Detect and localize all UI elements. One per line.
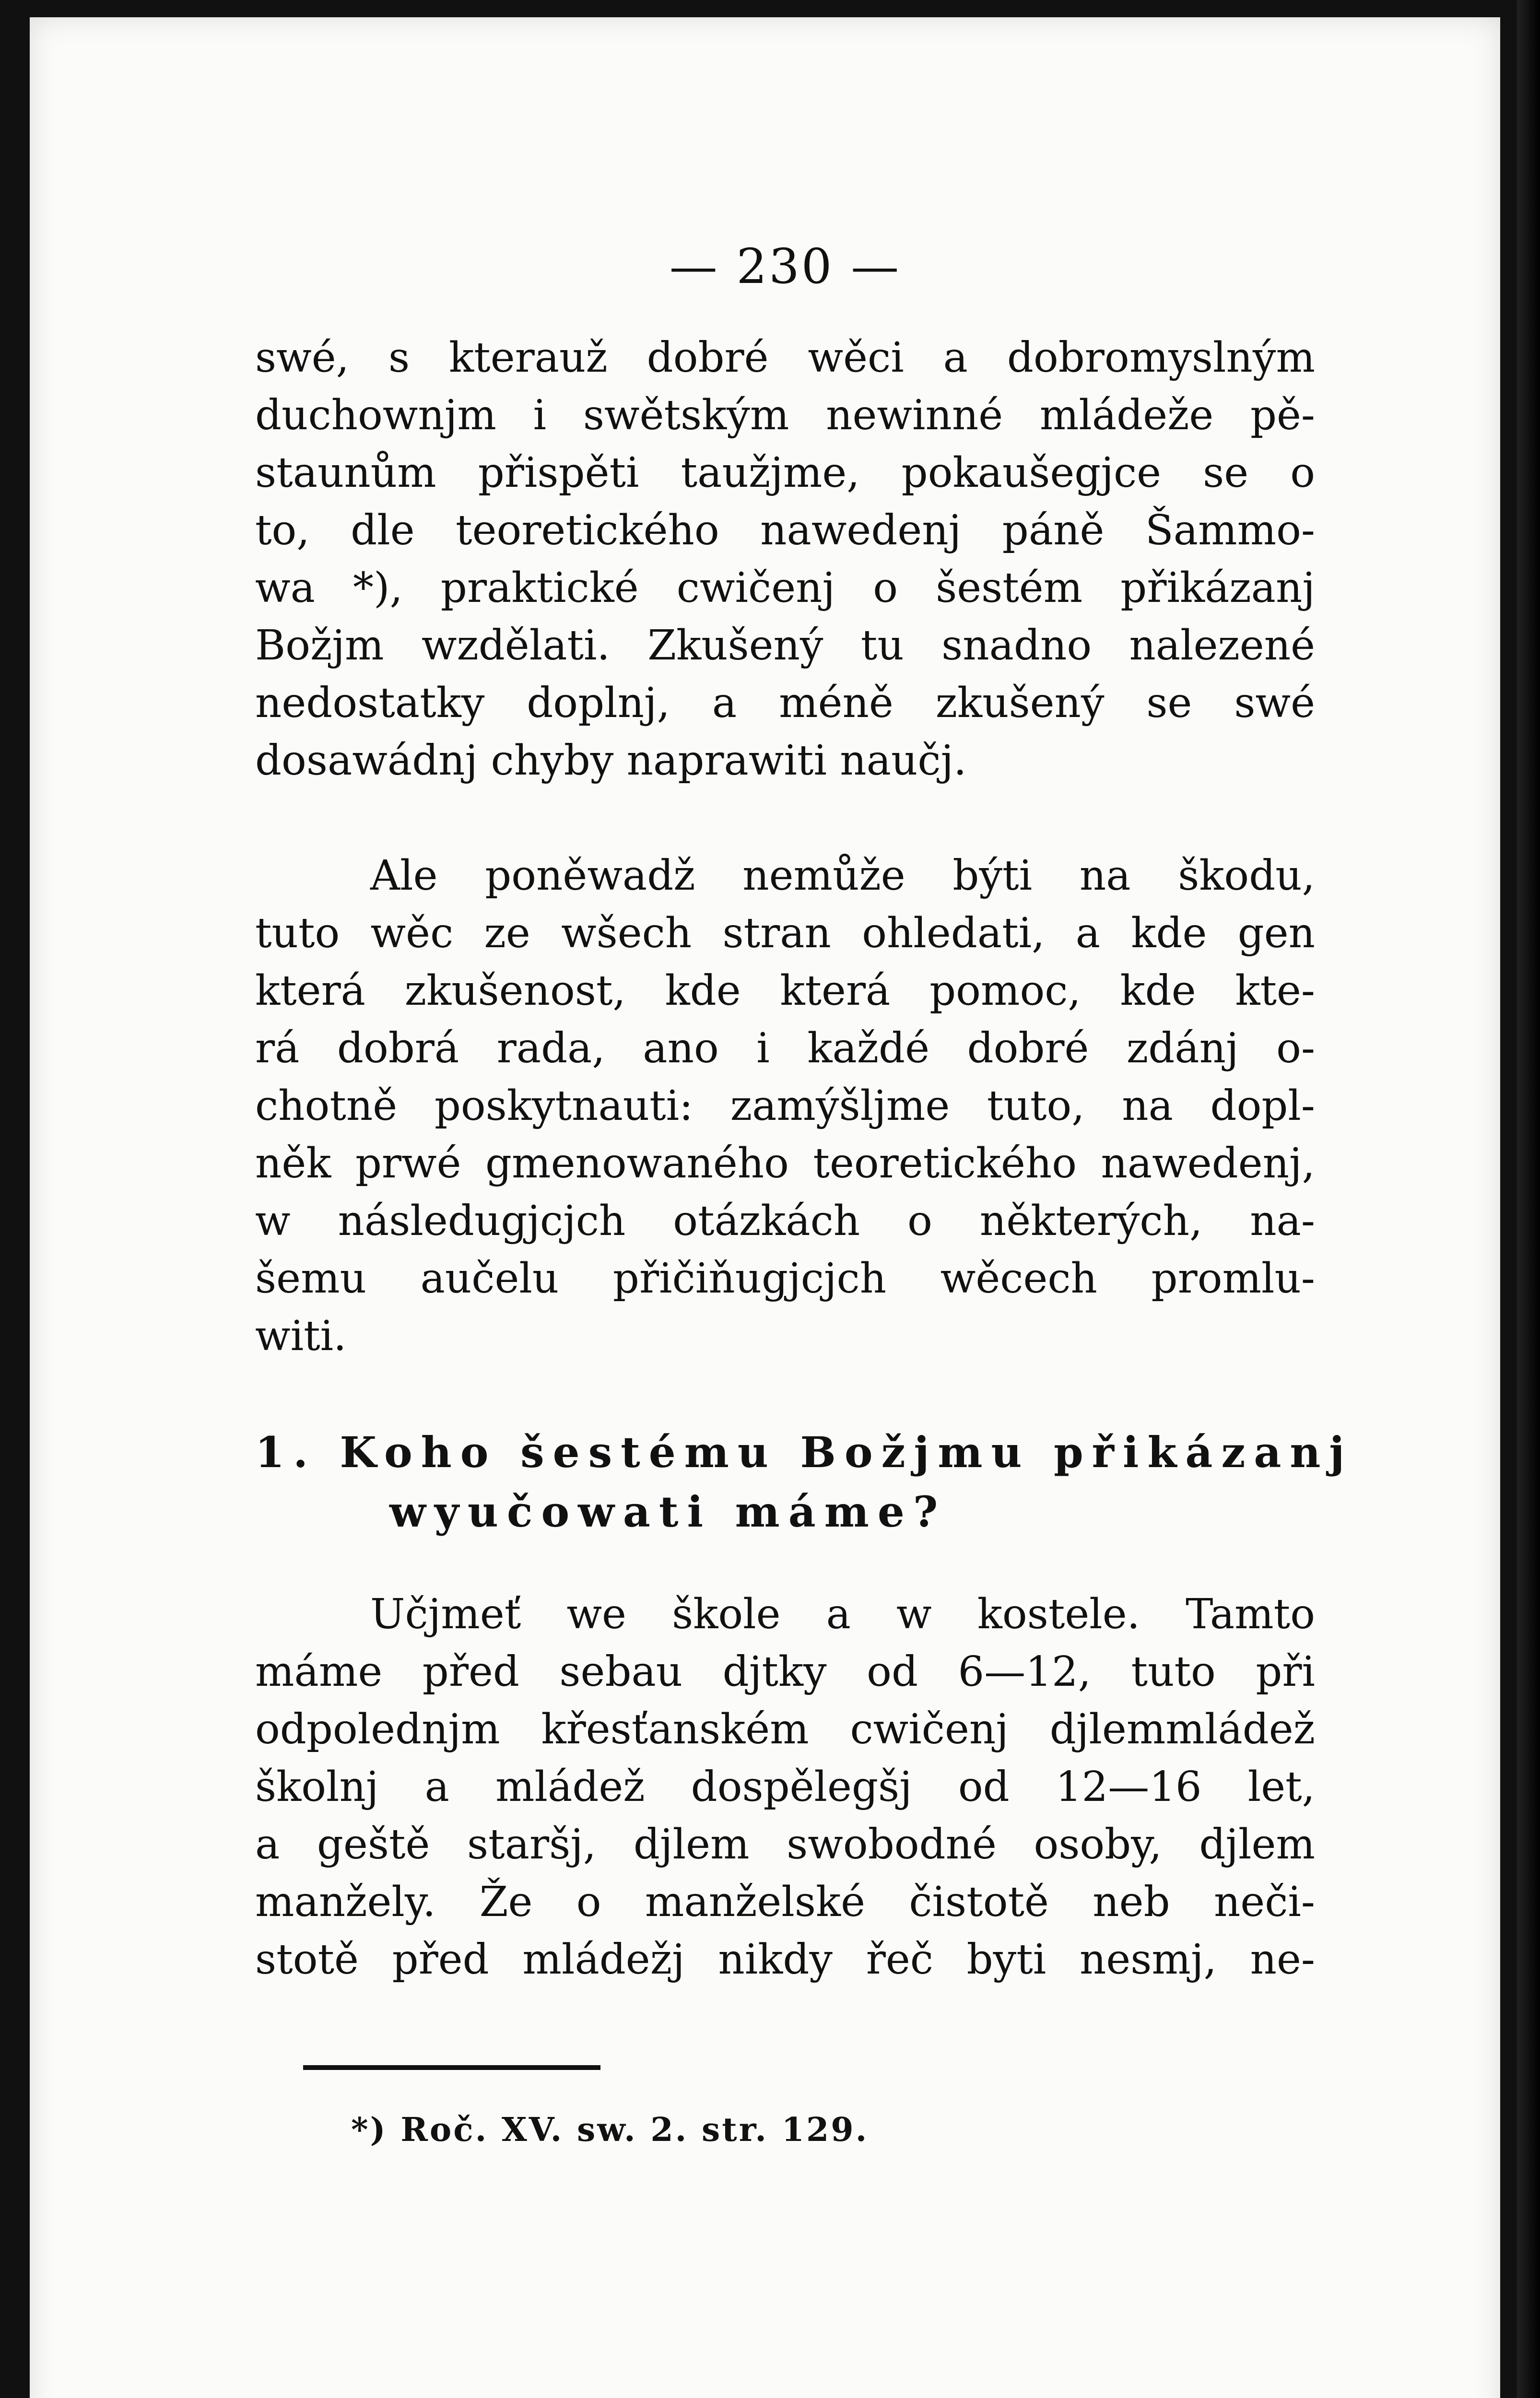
text-line: to, dle teoretického nawedenj páně Šammo- bbox=[255, 506, 1315, 554]
text-line: chotně poskytnauti: zamýšljme tuto, na dopl- bbox=[255, 1082, 1315, 1130]
page-number: — 230 — bbox=[669, 238, 901, 294]
text-line: máme před sebau djtky od 6—12, tuto při bbox=[255, 1648, 1315, 1696]
text-line: nedostatky doplnj, a méně zkušený se swé bbox=[255, 679, 1315, 727]
text-line: Božjm wzdělati. Zkušený tu snadno nalezené bbox=[255, 622, 1315, 670]
text-line: šemu aučelu přičiňugjcjch wěcech promlu- bbox=[255, 1255, 1315, 1303]
section-heading-continued: wyučowati máme? bbox=[389, 1487, 947, 1537]
footnote-rule bbox=[303, 2065, 600, 2070]
text-line: tuto wěc ze wšech stran ohledati, a kde gen bbox=[255, 909, 1315, 957]
text-line: w následugjcjch otázkách o některých, na- bbox=[255, 1197, 1315, 1245]
text-line: která zkušenost, kde která pomoc, kde kte- bbox=[255, 967, 1315, 1015]
text-line: swé, s kterauž dobré wěci a dobromyslným bbox=[255, 334, 1315, 382]
text-line: něk prwé gmenowaného teoretického nawedenj, bbox=[255, 1140, 1315, 1187]
text-line: dosawádnj chyby naprawiti naučj. bbox=[255, 737, 967, 785]
text-line: manžely. Že o manželské čistotě neb neči- bbox=[255, 1878, 1315, 1926]
text-line: školnj a mládež dospělegšj od 12—16 let, bbox=[255, 1763, 1315, 1811]
footnote: *) Roč. XV. sw. 2. str. 129. bbox=[351, 2111, 869, 2149]
text-line: rá dobrá rada, ano i každé dobré zdánj o- bbox=[255, 1024, 1315, 1072]
text-line: Ale poněwadž nemůže býti na škodu, bbox=[370, 852, 1315, 900]
section-heading: 1. Koho šestému Božjmu přikázanj bbox=[255, 1427, 1353, 1477]
text-line: wa *), praktické cwičenj o šestém přikázanj bbox=[255, 564, 1315, 612]
text-line: a geště staršj, djlem swobodné osoby, djlem bbox=[255, 1821, 1315, 1869]
text-line: stotě před mládežj nikdy řeč byti nesmj, ne- bbox=[255, 1936, 1315, 1984]
text-line: odpolednjm křesťanském cwičenj djlemmládež bbox=[255, 1705, 1315, 1753]
text-line: witi. bbox=[255, 1312, 347, 1360]
text-line: duchownjm i swětským newinné mládeže pě- bbox=[255, 391, 1315, 439]
text-line: staunům přispěti taužjme, pokaušegjce se o bbox=[255, 449, 1315, 497]
book-page bbox=[30, 17, 1500, 2398]
page-edge-shadow bbox=[1517, 0, 1540, 2398]
text-line: Učjmeť we škole a w kostele. Tamto bbox=[370, 1590, 1315, 1638]
